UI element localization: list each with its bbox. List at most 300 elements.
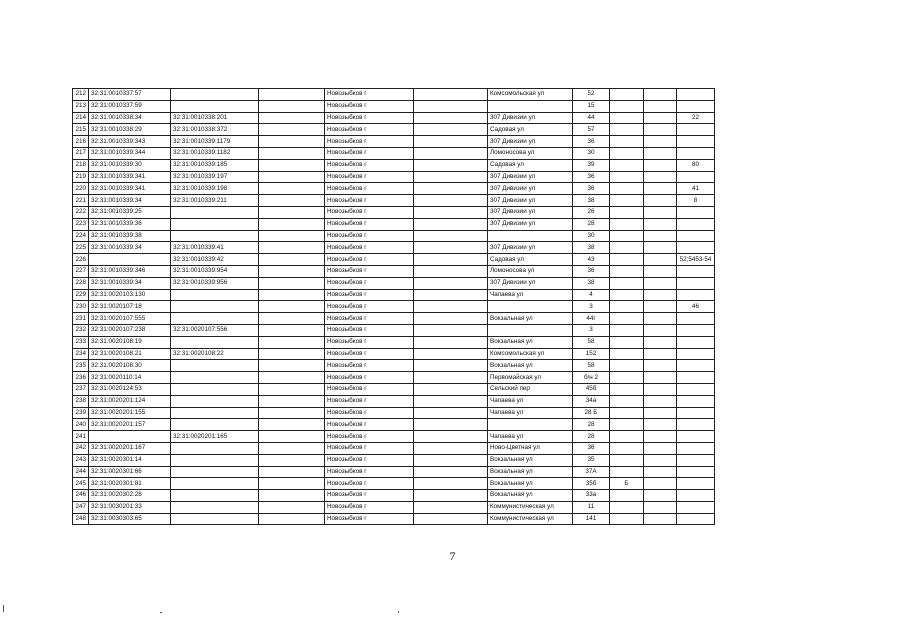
cell-empty: [259, 478, 325, 490]
cell-city: Новозыбков г: [325, 159, 414, 171]
cell-extra-number: [677, 419, 715, 431]
cell-letter: [610, 360, 644, 372]
cell-empty: [259, 466, 325, 478]
cell-letter: [610, 195, 644, 207]
cell-empty: [414, 289, 488, 301]
cell-letter: [610, 265, 644, 277]
cell-cadastral-number-2: [171, 100, 259, 112]
cell-street: [488, 230, 573, 242]
cell-cadastral-number-2: [171, 313, 259, 325]
table-row: [73, 277, 715, 289]
cell-empty: [259, 218, 325, 230]
cell-letter: [610, 431, 644, 443]
cell-letter: [610, 419, 644, 431]
cell-cadastral-number-2: [171, 372, 259, 384]
cell-house-number: 35: [573, 454, 610, 466]
cell-letter: [610, 171, 644, 183]
cell-cadastral-number: 32:31:0020301:66: [89, 466, 171, 478]
cell-cadastral-number: 32:31:0010339:38: [89, 230, 171, 242]
cell-cadastral-number: 32:31:0020201:124: [89, 395, 171, 407]
cell-letter: [610, 501, 644, 513]
cell-row-number: 245: [73, 478, 89, 490]
cell-empty: [414, 89, 488, 101]
cell-row-number: 219: [73, 171, 89, 183]
cell-empty: [644, 313, 677, 325]
table-row: [73, 372, 715, 384]
cell-row-number: 239: [73, 407, 89, 419]
cell-row-number: 237: [73, 383, 89, 395]
cell-extra-number: 8: [677, 195, 715, 207]
cell-empty: [644, 136, 677, 148]
cell-street: Коммунистическая ул: [488, 501, 573, 513]
table-row: [73, 454, 715, 466]
cell-row-number: 231: [73, 313, 89, 325]
cell-cadastral-number-2: [171, 383, 259, 395]
cell-cadastral-number-2: [171, 301, 259, 313]
cell-cadastral-number-2: 32:31:0010339:41: [171, 242, 259, 254]
cell-city: Новозыбков г: [325, 395, 414, 407]
cell-city: Новозыбков г: [325, 171, 414, 183]
table-row: [73, 490, 715, 502]
cell-cadastral-number-2: 32:31:0010339:1179: [171, 136, 259, 148]
cell-empty: [644, 206, 677, 218]
cell-empty: [414, 442, 488, 454]
cell-letter: [610, 206, 644, 218]
cell-street: 307 Дивизии ул: [488, 242, 573, 254]
cell-cadastral-number: 32:31:0020201:157: [89, 419, 171, 431]
cell-cadastral-number: 32:31:0010337:57: [89, 89, 171, 101]
table-row: [73, 100, 715, 112]
cell-house-number: 52: [573, 89, 610, 101]
cell-cadastral-number-2: 32:31:0010339:185: [171, 159, 259, 171]
cell-row-number: 212: [73, 89, 89, 101]
cell-house-number: 43: [573, 254, 610, 266]
cell-row-number: 214: [73, 112, 89, 124]
cell-cadastral-number: 32:31:0030303:65: [89, 513, 171, 525]
page-number: 7: [449, 549, 456, 563]
cell-cadastral-number-2: [171, 89, 259, 101]
cell-house-number: 38: [573, 277, 610, 289]
cell-row-number: 225: [73, 242, 89, 254]
cell-city: Новозыбков г: [325, 454, 414, 466]
cell-city: Новозыбков г: [325, 419, 414, 431]
cell-cadastral-number: [89, 254, 171, 266]
cell-letter: [610, 301, 644, 313]
cell-house-number: 45б: [573, 383, 610, 395]
table-row: [73, 478, 715, 490]
cell-extra-number: [677, 431, 715, 443]
cell-house-number: 37А: [573, 466, 610, 478]
cell-street: Чапаева ул: [488, 395, 573, 407]
cell-cadastral-number-2: 32:31:0010338:201: [171, 112, 259, 124]
cell-cadastral-number: 32:31:0020108:30: [89, 360, 171, 372]
cell-empty: [644, 490, 677, 502]
cell-empty: [414, 348, 488, 360]
cell-extra-number: [677, 395, 715, 407]
scan-speck: [398, 611, 399, 613]
cell-empty: [414, 407, 488, 419]
cell-cadastral-number: 32:31:0010339:346: [89, 265, 171, 277]
cell-cadastral-number: 32:31:0010337:59: [89, 100, 171, 112]
scan-speck: [3, 605, 4, 612]
cell-empty: [414, 136, 488, 148]
cell-letter: [610, 490, 644, 502]
cell-letter: [610, 159, 644, 171]
cell-extra-number: [677, 383, 715, 395]
cell-house-number: 152: [573, 348, 610, 360]
table-row: [73, 301, 715, 313]
cell-extra-number: [677, 136, 715, 148]
cell-row-number: 242: [73, 442, 89, 454]
table-row: [73, 171, 715, 183]
scan-speck: [160, 612, 162, 613]
cell-cadastral-number: 32:31:0010339:341: [89, 171, 171, 183]
cell-empty: [259, 254, 325, 266]
cell-cadastral-number: 32:31:0020201:167: [89, 442, 171, 454]
cell-street: 307 Дивизии ул: [488, 136, 573, 148]
cell-empty: [644, 218, 677, 230]
cell-empty: [259, 490, 325, 502]
cell-empty: [414, 313, 488, 325]
cell-cadastral-number-2: 32:31:0010339:1182: [171, 147, 259, 159]
cell-row-number: 244: [73, 466, 89, 478]
cell-letter: [610, 336, 644, 348]
cell-row-number: 223: [73, 218, 89, 230]
cell-cadastral-number-2: 32:31:0010339:197: [171, 171, 259, 183]
table-row: [73, 289, 715, 301]
cell-letter: [610, 89, 644, 101]
cell-house-number: 35б: [573, 478, 610, 490]
cell-empty: [414, 100, 488, 112]
cell-row-number: 236: [73, 372, 89, 384]
table-row: [73, 218, 715, 230]
cell-empty: [259, 431, 325, 443]
cell-street: Чапаева ул: [488, 289, 573, 301]
cell-street: Коммунистическая ул: [488, 513, 573, 525]
cell-house-number: 28: [573, 431, 610, 443]
cell-city: Новозыбков г: [325, 383, 414, 395]
cell-city: Новозыбков г: [325, 501, 414, 513]
cell-row-number: 246: [73, 490, 89, 502]
cell-cadastral-number: 32:31:0010338:29: [89, 124, 171, 136]
cell-cadastral-number: 32:31:0020124:53: [89, 383, 171, 395]
cell-house-number: 44: [573, 112, 610, 124]
cell-empty: [644, 289, 677, 301]
cell-empty: [259, 277, 325, 289]
cell-house-number: 4: [573, 289, 610, 301]
cell-row-number: 235: [73, 360, 89, 372]
cell-letter: [610, 383, 644, 395]
cell-empty: [414, 265, 488, 277]
cell-city: Новозыбков г: [325, 277, 414, 289]
cell-empty: [644, 183, 677, 195]
cell-cadastral-number-2: [171, 442, 259, 454]
cell-letter: [610, 277, 644, 289]
cell-cadastral-number-2: [171, 501, 259, 513]
cell-street: Комсомольская ул: [488, 89, 573, 101]
cell-house-number: 36: [573, 171, 610, 183]
cell-house-number: 30: [573, 147, 610, 159]
cell-city: Новозыбков г: [325, 478, 414, 490]
cell-city: Новозыбков г: [325, 206, 414, 218]
cell-extra-number: [677, 171, 715, 183]
cell-house-number: 58: [573, 336, 610, 348]
cell-letter: [610, 230, 644, 242]
cell-street: Ломоносова ул: [488, 265, 573, 277]
cell-cadastral-number-2: 32:31:0020201:165: [171, 431, 259, 443]
table-row: [73, 383, 715, 395]
cell-empty: [414, 159, 488, 171]
cell-empty: [644, 336, 677, 348]
cell-empty: [644, 407, 677, 419]
cell-street: Ново-Цветная ул: [488, 442, 573, 454]
cell-city: Новозыбков г: [325, 254, 414, 266]
cell-empty: [259, 372, 325, 384]
cell-row-number: 228: [73, 277, 89, 289]
cell-row-number: 221: [73, 195, 89, 207]
register-table-body: [73, 89, 715, 525]
cell-empty: [259, 136, 325, 148]
cell-empty: [414, 419, 488, 431]
cell-empty: [259, 112, 325, 124]
cell-empty: [414, 360, 488, 372]
cell-row-number: 213: [73, 100, 89, 112]
cell-city: Новозыбков г: [325, 336, 414, 348]
cell-empty: [259, 348, 325, 360]
cell-street: 307 Дивизии ул: [488, 218, 573, 230]
cell-cadastral-number: 32:31:0020110:14: [89, 372, 171, 384]
cell-extra-number: 41: [677, 183, 715, 195]
cell-city: Новозыбков г: [325, 360, 414, 372]
cell-cadastral-number: 32:31:0020301:14: [89, 454, 171, 466]
cell-letter: [610, 466, 644, 478]
cell-city: Новозыбков г: [325, 289, 414, 301]
cell-street: Чапаева ул: [488, 431, 573, 443]
cell-street: Чапаева ул: [488, 407, 573, 419]
table-row: [73, 242, 715, 254]
cell-city: Новозыбков г: [325, 136, 414, 148]
cell-empty: [644, 513, 677, 525]
cell-empty: [644, 478, 677, 490]
cell-cadastral-number-2: [171, 395, 259, 407]
cell-empty: [259, 265, 325, 277]
table-row: [73, 431, 715, 443]
cell-cadastral-number: 32:31:0030201:33: [89, 501, 171, 513]
cell-house-number: 57: [573, 124, 610, 136]
cell-row-number: 217: [73, 147, 89, 159]
cell-empty: [644, 466, 677, 478]
cell-empty: [644, 454, 677, 466]
cell-city: Новозыбков г: [325, 348, 414, 360]
cell-empty: [259, 230, 325, 242]
cell-cadastral-number: 32:31:0010339:25: [89, 206, 171, 218]
cell-street: 307 Дивизии ул: [488, 277, 573, 289]
cell-empty: [644, 254, 677, 266]
cell-house-number: 44г: [573, 313, 610, 325]
cell-empty: [259, 513, 325, 525]
cell-cadastral-number-2: [171, 360, 259, 372]
cell-house-number: 36: [573, 265, 610, 277]
cell-street: Вокзальная ул: [488, 313, 573, 325]
cell-house-number: 3: [573, 301, 610, 313]
cell-empty: [414, 112, 488, 124]
cell-empty: [414, 254, 488, 266]
cell-house-number: 11: [573, 501, 610, 513]
cell-cadastral-number-2: [171, 206, 259, 218]
cell-extra-number: [677, 313, 715, 325]
cell-empty: [644, 277, 677, 289]
cell-row-number: 220: [73, 183, 89, 195]
cell-city: Новозыбков г: [325, 230, 414, 242]
cell-city: Новозыбков г: [325, 324, 414, 336]
cell-extra-number: [677, 490, 715, 502]
cell-house-number: 28: [573, 218, 610, 230]
cell-city: Новозыбков г: [325, 265, 414, 277]
table-row: [73, 265, 715, 277]
cell-extra-number: [677, 407, 715, 419]
cell-empty: [644, 112, 677, 124]
cell-empty: [259, 124, 325, 136]
cell-city: Новозыбков г: [325, 100, 414, 112]
table-row: [73, 395, 715, 407]
table-row: [73, 230, 715, 242]
cell-city: Новозыбков г: [325, 112, 414, 124]
cell-city: Новозыбков г: [325, 89, 414, 101]
cell-empty: [414, 478, 488, 490]
cell-street: 307 Дивизии ул: [488, 112, 573, 124]
cell-empty: [644, 431, 677, 443]
cell-letter: [610, 372, 644, 384]
cell-cadastral-number-2: 32:31:0020107:556: [171, 324, 259, 336]
cell-empty: [414, 218, 488, 230]
cell-empty: [644, 419, 677, 431]
cell-cadastral-number: [89, 431, 171, 443]
cell-row-number: 218: [73, 159, 89, 171]
cell-row-number: 247: [73, 501, 89, 513]
cell-cadastral-number: 32:31:0010339:341: [89, 183, 171, 195]
cell-cadastral-number-2: [171, 218, 259, 230]
cell-street: [488, 419, 573, 431]
table-row: [73, 183, 715, 195]
cell-empty: [644, 147, 677, 159]
cell-empty: [259, 206, 325, 218]
cell-letter: [610, 124, 644, 136]
cell-house-number: 28 Б: [573, 407, 610, 419]
cell-house-number: 33а: [573, 490, 610, 502]
cell-empty: [414, 277, 488, 289]
cell-city: Новозыбков г: [325, 147, 414, 159]
table-row: [73, 89, 715, 101]
cell-empty: [644, 100, 677, 112]
cell-city: Новозыбков г: [325, 218, 414, 230]
cell-cadastral-number-2: 32:31:0010338:372: [171, 124, 259, 136]
cell-city: Новозыбков г: [325, 513, 414, 525]
cell-empty: [414, 324, 488, 336]
cell-empty: [644, 501, 677, 513]
cell-city: Новозыбков г: [325, 242, 414, 254]
cell-empty: [644, 301, 677, 313]
cell-empty: [259, 313, 325, 325]
cell-row-number: 216: [73, 136, 89, 148]
cell-cadastral-number: 32:31:0020108:19: [89, 336, 171, 348]
cell-street: [488, 100, 573, 112]
cell-empty: [259, 89, 325, 101]
cell-empty: [414, 466, 488, 478]
cell-empty: [259, 501, 325, 513]
cell-empty: [644, 159, 677, 171]
cell-cadastral-number-2: [171, 289, 259, 301]
cell-street: 307 Дивизии ул: [488, 195, 573, 207]
cell-house-number: 30: [573, 230, 610, 242]
cell-row-number: 227: [73, 265, 89, 277]
cell-empty: [414, 183, 488, 195]
cell-cadastral-number-2: 32:31:0020108:22: [171, 348, 259, 360]
table-row: [73, 466, 715, 478]
cell-empty: [259, 395, 325, 407]
cell-row-number: 241: [73, 431, 89, 443]
cell-extra-number: [677, 277, 715, 289]
cell-extra-number: 22: [677, 112, 715, 124]
cell-letter: Б: [610, 478, 644, 490]
cell-city: Новозыбков г: [325, 466, 414, 478]
cell-empty: [414, 230, 488, 242]
cell-row-number: 238: [73, 395, 89, 407]
cell-cadastral-number-2: 32:31:0010339:956: [171, 277, 259, 289]
cell-cadastral-number: 32:31:0010338:34: [89, 112, 171, 124]
cell-extra-number: [677, 360, 715, 372]
cell-empty: [414, 395, 488, 407]
cell-street: Вокзальная ул: [488, 336, 573, 348]
cell-empty: [414, 195, 488, 207]
cell-cadastral-number: 32:31:0020302:28: [89, 490, 171, 502]
cell-cadastral-number: 32:31:0020103:130: [89, 289, 171, 301]
cell-empty: [644, 265, 677, 277]
cell-cadastral-number: 32:31:0010339:343: [89, 136, 171, 148]
cell-extra-number: [677, 124, 715, 136]
cell-letter: [610, 313, 644, 325]
cell-empty: [644, 383, 677, 395]
cell-row-number: 248: [73, 513, 89, 525]
cell-cadastral-number-2: [171, 478, 259, 490]
cell-city: Новозыбков г: [325, 442, 414, 454]
cell-empty: [644, 442, 677, 454]
cell-letter: [610, 100, 644, 112]
cell-street: 307 Дивизии ул: [488, 183, 573, 195]
table-row: [73, 336, 715, 348]
cell-street: Сельский пер: [488, 383, 573, 395]
table-row: [73, 360, 715, 372]
cell-cadastral-number: 32:31:0010339:34: [89, 195, 171, 207]
cell-empty: [414, 490, 488, 502]
cell-empty: [414, 301, 488, 313]
cell-cadastral-number: 32:31:0020107:18: [89, 301, 171, 313]
cell-empty: [414, 383, 488, 395]
cell-extra-number: [677, 218, 715, 230]
cell-cadastral-number-2: 32:31:0010339:954: [171, 265, 259, 277]
cell-cadastral-number: 32:31:0010339:34: [89, 277, 171, 289]
cell-cadastral-number-2: [171, 466, 259, 478]
cell-cadastral-number-2: [171, 419, 259, 431]
cell-extra-number: [677, 100, 715, 112]
cell-extra-number: [677, 265, 715, 277]
cell-empty: [414, 242, 488, 254]
cell-street: Садовая ул: [488, 124, 573, 136]
cell-row-number: 243: [73, 454, 89, 466]
table-row: [73, 136, 715, 148]
cell-empty: [259, 442, 325, 454]
cell-empty: [644, 171, 677, 183]
cell-row-number: 233: [73, 336, 89, 348]
